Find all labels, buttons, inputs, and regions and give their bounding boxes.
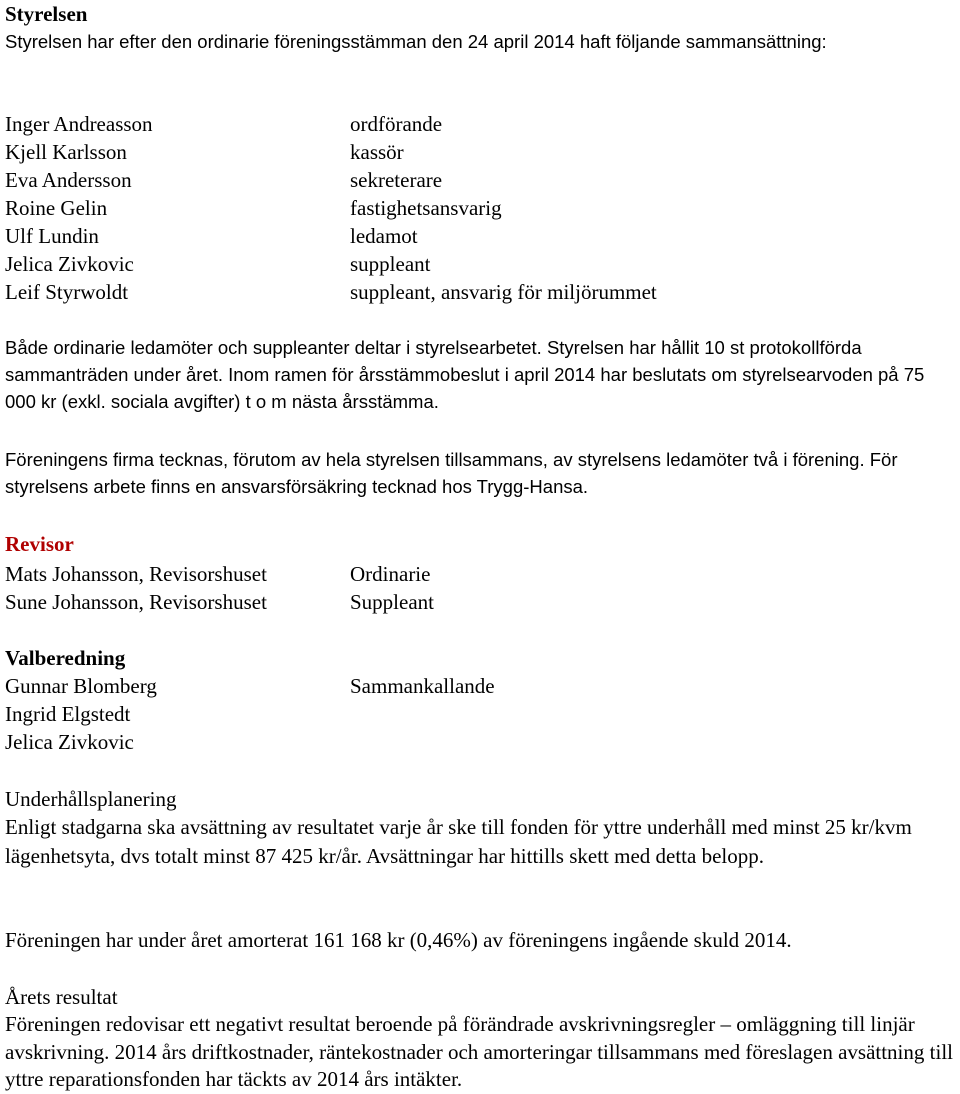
member-role: ordförande [350,112,443,136]
member-role: fastighetsansvarig [350,196,502,220]
revisor-row [5,588,957,616]
member-row [5,166,957,194]
valberedning-row [5,728,957,756]
revisor-role: Suppleant [350,590,434,614]
valberedning-heading: Valberedning [5,646,126,670]
revisor-name: Mats Johansson, Revisorshuset [5,562,267,586]
valberedning-name: Ingrid Elgstedt [5,702,131,726]
underhall-paragraph-fund: Enligt stadgarna ska avsättning av resultatet varje år ske till fonden för yttre underhåll med minst 25 kr/kvm lägenhetsyta, dvs totalt minst 87 425 kr/år. Avsättningar har hittills skett med detta belopp. [5,815,912,868]
member-name: Inger Andreasson [5,112,153,136]
member-role: kassör [350,140,404,164]
member-row [5,110,957,138]
member-row [5,278,957,306]
styrelsen-heading: Styrelsen [5,2,88,26]
revisor-row [5,560,957,588]
underhall-paragraph-amortization: Föreningen har under året amorterat 161 168 kr (0,46%) av föreningens ingående skuld 2014. [5,928,792,952]
member-name: Kjell Karlsson [5,140,127,164]
revisor-name: Sune Johansson, Revisorshuset [5,590,267,614]
valberedning-row [5,672,957,700]
resultat-heading: Årets resultat [5,985,118,1009]
underhall-heading: Underhållsplanering [5,787,177,811]
member-name: Ulf Lundin [5,224,99,248]
member-role: sekreterare [350,168,443,192]
member-role: suppleant, ansvarig för miljörummet [350,280,657,304]
valberedning-row [5,700,957,728]
member-row [5,138,957,166]
revisor-heading: Revisor [5,532,74,556]
member-name: Roine Gelin [5,196,108,220]
member-name: Eva Andersson [5,168,132,192]
revisor-role: Ordinarie [350,562,431,586]
valberedning-name: Gunnar Blomberg [5,674,157,698]
resultat-paragraph: Föreningen redovisar ett negativt resultat beroende på förändrade avskrivningsregler – omläggning till linjär avskrivning. 2014 års driftkostnader, räntekostnader och amorteringar tillsammans med föreslagen avsättning till yttre reparationsfonden har täckts av 2014 års intäkter. [5,1012,953,1091]
member-role: ledamot [350,224,418,248]
valberedning-name: Jelica Zivkovic [5,730,134,754]
member-row [5,194,957,222]
member-name: Jelica Zivkovic [5,252,134,276]
styrelsen-paragraph-work: Både ordinarie ledamöter och suppleanter deltar i styrelsearbetet. Styrelsen har hållit 10 st protokollförda sammanträden under året. Inom ramen för årsstämmobeslut i april 2014 har beslutats om styrelsearvoden på 75 000 kr (exkl. sociala avgifter) t o m nästa årsstämma. [5,337,925,412]
styrelsen-paragraph-signatory: Föreningens firma tecknas, förutom av hela styrelsen tillsammans, av styrelsens ledamöter två i förening. För styrelsens arbete finns en ansvarsförsäkring tecknad hos Trygg-Hansa. [5,449,898,497]
member-name: Leif Styrwoldt [5,280,129,304]
styrelsen-intro: Styrelsen har efter den ordinarie föreningsstämman den 24 april 2014 haft följande sammansättning: [5,31,827,52]
member-row [5,250,957,278]
valberedning-role: Sammankallande [350,674,495,698]
member-role: suppleant [350,252,431,276]
member-row [5,222,957,250]
